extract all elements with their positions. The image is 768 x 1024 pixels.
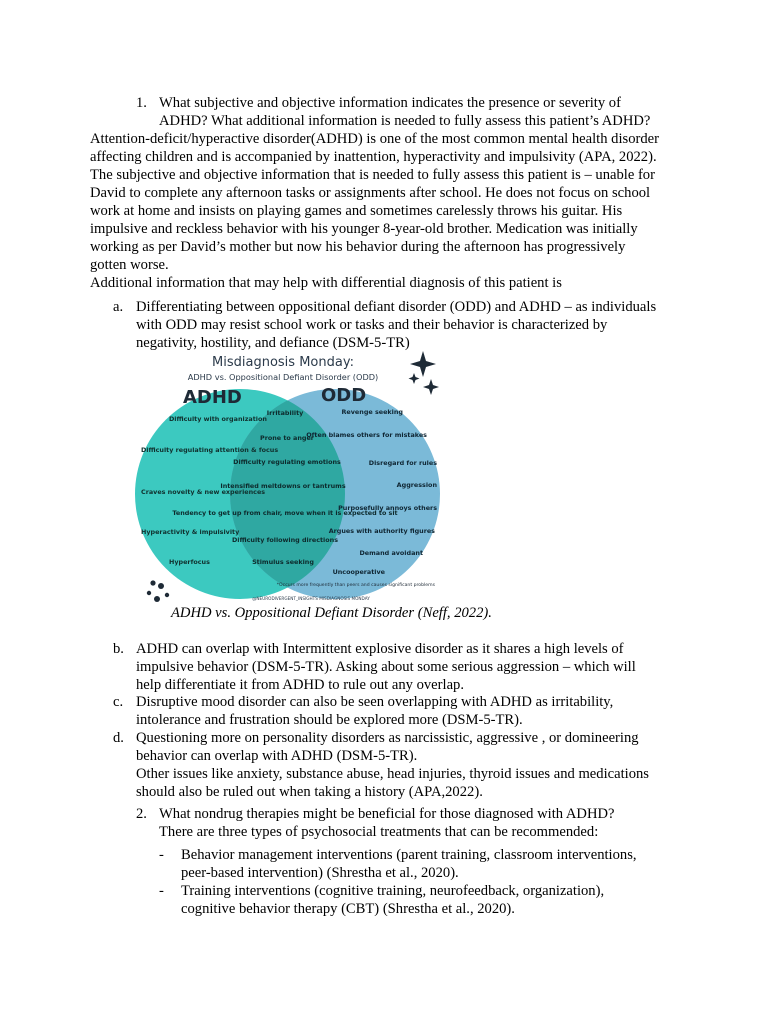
shared-item: Irritability bbox=[266, 409, 304, 417]
odd-item: Uncooperative bbox=[332, 568, 385, 576]
adhd-item: Hyperfocus bbox=[169, 558, 210, 566]
bullet-item bbox=[0, 882, 768, 918]
question-2 bbox=[0, 805, 768, 841]
shared-item: Intensified meltdowns or tantrums bbox=[220, 482, 346, 490]
adhd-item: Hyperactivity & impulsivity bbox=[141, 528, 240, 536]
list-item-c bbox=[0, 693, 768, 729]
list-marker: c. bbox=[113, 694, 124, 710]
question-2-number: 2. bbox=[136, 806, 147, 822]
odd-label: ODD bbox=[321, 385, 367, 406]
paragraph-line: The subjective and objective information that is needed to fully assess this patient is – unable for bbox=[90, 167, 655, 183]
list-item-line: negativity, hostility, and defiance (DSM-5-TR) bbox=[136, 335, 410, 351]
shared-item: Stimulus seeking bbox=[252, 558, 314, 566]
venn-diagram-figure bbox=[135, 351, 441, 604]
venn-diagram bbox=[135, 351, 441, 604]
paragraph-line: Attention-deficit/hyperactive disorder(ADHD) is one of the most common mental health disorder bbox=[90, 131, 659, 147]
list-item-a bbox=[0, 298, 768, 352]
question-2-line: What nondrug therapies might be beneficial for those diagnosed with ADHD? bbox=[159, 806, 615, 822]
bullet-marker: - bbox=[159, 883, 164, 899]
odd-item: Purposefully annoys others bbox=[338, 504, 437, 512]
figure-footnote: *Occurs more frequently than peers and causes significant problems bbox=[276, 583, 435, 588]
bullet-line: peer-based intervention) (Shrestha et al., 2020). bbox=[181, 865, 459, 881]
odd-item: Argues with authority figures bbox=[328, 527, 435, 535]
odd-item: Revenge seeking bbox=[341, 408, 403, 416]
paragraph-line: working as per David’s mother but now his behavior during the afternoon has progressively bbox=[90, 239, 626, 255]
bullet-item bbox=[0, 846, 768, 882]
paragraph-line: impulsive and reckless behavior with his younger 8-year-old brother. Medication was initially bbox=[90, 221, 638, 237]
paragraph-line: Additional information that may help with differential diagnosis of this patient is bbox=[90, 275, 562, 291]
shared-item: Prone to anger bbox=[260, 434, 314, 442]
list-item-line: impulsive behavior (DSM-5-TR). Asking about some serious aggression – which will bbox=[136, 659, 636, 675]
bullet-line: Training interventions (cognitive training, neurofeedback, organization), bbox=[181, 883, 605, 899]
list-item-line: Disruptive mood disorder can also be seen overlapping with ADHD as irritability, bbox=[136, 694, 614, 710]
shared-item: Tendency to get up from chair, move when it is expected to sit bbox=[172, 509, 398, 517]
bullet-line: cognitive behavior therapy (CBT) (Shrestha et al., 2020). bbox=[181, 901, 515, 917]
list-marker: b. bbox=[113, 641, 124, 657]
question-1-number: 1. bbox=[136, 95, 147, 111]
paragraph-line: David to complete any afternoon tasks or assignments after school. He does not focus on school bbox=[90, 185, 651, 201]
list-item-line: ADHD can overlap with Intermittent explosive disorder as it shares a high levels of bbox=[136, 641, 624, 657]
list-item-line: Questioning more on personality disorders as narcissistic, aggressive , or domineering bbox=[136, 730, 639, 746]
adhd-item: Difficulty regulating attention & focus bbox=[141, 446, 279, 454]
adhd-item: Craves novelty & new experiences bbox=[141, 488, 266, 496]
odd-item: Disregard for rules bbox=[368, 459, 437, 467]
list-item-line: should also be ruled out when taking a history (APA,2022). bbox=[136, 784, 483, 800]
shared-item: Difficulty following directions bbox=[231, 536, 339, 544]
paragraph-line: affecting children and is accompanied by inattention, hyperactivity and impulsivity (APA, 2022). bbox=[90, 149, 657, 165]
list-item-line: Differentiating between oppositional defiant disorder (ODD) and ADHD – as individuals bbox=[136, 299, 657, 315]
bullet-marker: - bbox=[159, 847, 164, 863]
adhd-item: Difficulty with organization bbox=[169, 415, 267, 423]
odd-item: Aggression bbox=[396, 481, 437, 489]
list-item-d bbox=[0, 729, 768, 801]
list-item-line: help differentiate it from ADHD to rule out any overlap. bbox=[136, 677, 464, 693]
paragraph-line: work at home and insists on playing games and sometimes carelessly throws his guitar. His bbox=[90, 203, 623, 219]
odd-item: Often blames others for mistakes bbox=[306, 431, 427, 439]
adhd-label: ADHD bbox=[183, 387, 242, 408]
list-item-line: Other issues like anxiety, substance abuse, head injuries, thyroid issues and medications bbox=[136, 766, 649, 782]
figure-title: Misdiagnosis Monday: bbox=[212, 355, 354, 370]
list-marker: d. bbox=[113, 730, 124, 746]
bullet-line: Behavior management interventions (parent training, classroom interventions, bbox=[181, 847, 637, 863]
answer-paragraph bbox=[90, 130, 659, 292]
question-2-line: There are three types of psychosocial treatments that can be recommended: bbox=[159, 824, 599, 840]
list-item-line: behavior can overlap with ADHD (DSM-5-TR). bbox=[136, 748, 418, 764]
shared-item: Difficulty regulating emotions bbox=[233, 458, 341, 466]
list-item-b bbox=[0, 640, 768, 694]
odd-item: Demand avoidant bbox=[359, 549, 423, 557]
question-1-line: ADHD? What additional information is needed to fully assess this patient’s ADHD? bbox=[159, 113, 651, 129]
paragraph-line: gotten worse. bbox=[90, 257, 169, 273]
question-1-line: What subjective and objective information indicates the presence or severity of bbox=[159, 95, 621, 111]
figure-credit: @NEURODIVERGENT_INSIGHTS MISDIAGNOSIS MONDAY bbox=[252, 596, 370, 601]
figure-caption: ADHD vs. Oppositional Defiant Disorder (Neff, 2022). bbox=[171, 605, 492, 621]
list-marker: a. bbox=[113, 299, 124, 315]
list-item-line: with ODD may resist school work or tasks and their behavior is characterized by bbox=[136, 317, 608, 333]
question-1 bbox=[0, 94, 768, 130]
list-item-line: intolerance and frustration should be explored more (DSM-5-TR). bbox=[136, 712, 523, 728]
figure-subtitle: ADHD vs. Oppositional Defiant Disorder (ODD) bbox=[187, 372, 379, 382]
